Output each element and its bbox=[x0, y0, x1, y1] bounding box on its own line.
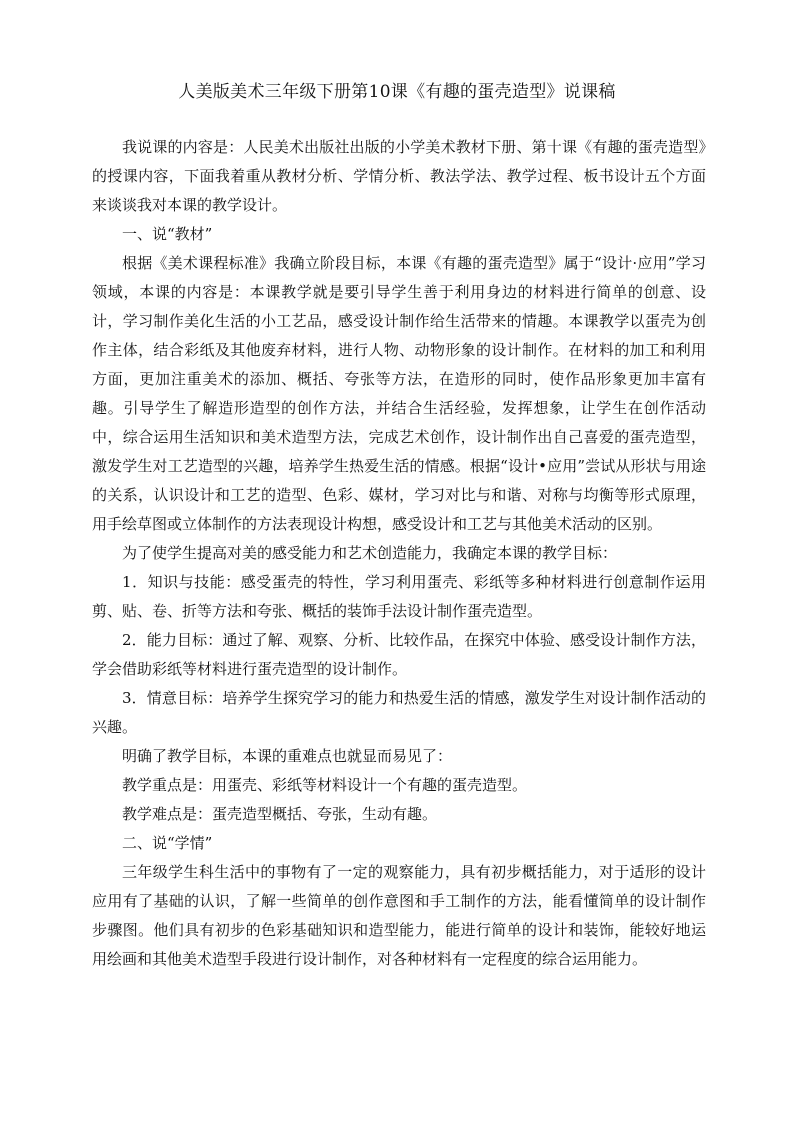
paragraph-objectives-intro: 为了使学生提高对美的感受能力和艺术创造能力，我确定本课的教学目标： bbox=[122, 544, 618, 562]
paragraph-objective-emotion: 3．情意目标：培养学生探究学习的能力和热爱生活的情感，激发学生对设计制作活动的兴趣。 bbox=[92, 689, 706, 736]
paragraph-textbook-analysis: 根据《美术课程标准》我确立阶段目标，本课《有趣的蛋壳造型》属于“设计·应用”学习领域，本课的内容是：本课教学就是要引导学生善于利用身边的材料进行简单的创意、设计，学习制作美化生活的小工艺品，感受设计制作给生活带来的情趣。本课教学以蛋壳为创作主体，结合彩纸及其他废弃材料，进行人物、动物形象的设计制作。在材料的加工和利用方面，更加注重美术的添加、概括、夸张等方法，在造形的同时，使作品形象更加丰富有趣。引导学生了解造形造型的创作方法，并结合生活经验，发挥想象，让学生在创作活动中，综合运用生活知识和美术造型方法，完成艺术创作，设计制作出自己喜爱的蛋壳造型，激发学生对工艺造型的兴趣，培养学生热爱生活的情感。根据“设计•应用”尝试从形状与用途的关系，认识设计和工艺的造型、色彩、媒材，学习对比与和谐、对称与均衡等形式原理，用手绘草图或立体制作的方法表现设计构想，感受设计和工艺与其他美术活动的区别。 bbox=[92, 254, 706, 533]
paragraph-key-points-intro: 明确了教学目标，本课的重难点也就显而易见了： bbox=[122, 747, 453, 765]
paragraph-teaching-difficulty: 教学难点是：蛋壳造型概括、夸张，生动有趣。 bbox=[122, 805, 438, 823]
paragraph-learner-analysis: 三年级学生科生活中的事物有了一定的观察能力，具有初步概括能力，对于适形的设计应用有了基础的认识，了解一些简单的创作意图和手工制作的方法，能看懂简单的设计制作步骤图。他们具有初步的色彩基础知识和造型能力，能进行简单的设计和装饰，能较好地运用绘画和其他美术造型手段进行设计制作，对各种材料有一定程度的综合运用能力。 bbox=[92, 863, 706, 968]
section-heading-textbook: 一、说“教材” bbox=[122, 225, 213, 243]
document-body bbox=[92, 133, 706, 974]
paragraph-teaching-focus: 教学重点是：用蛋壳、彩纸等材料设计一个有趣的蛋壳造型。 bbox=[122, 776, 528, 794]
section-heading-learners: 二、说“学情” bbox=[122, 834, 213, 852]
paragraph-intro: 我说课的内容是：人民美术出版社出版的小学美术教材下册、第十课《有趣的蛋壳造型》的授课内容，下面我着重从教材分析、学情分析、教法学法、教学过程、板书设计五个方面来谈谈我对本课的教学设计。 bbox=[92, 138, 706, 214]
paragraph-objective-ability: 2．能力目标：通过了解、观察、分析、比较作品，在探究中体验、感受设计制作方法，学会借助彩纸等材料进行蛋壳造型的设计制作。 bbox=[92, 631, 706, 678]
paragraph-objective-knowledge: 1．知识与技能：感受蛋壳的特性，学习利用蛋壳、彩纸等多种材料进行创意制作运用剪、贴、卷、折等方法和夸张、概括的装饰手法设计制作蛋壳造型。 bbox=[92, 573, 706, 620]
document-title: 人美版美术三年级下册第10课《有趣的蛋壳造型》说课稿 bbox=[178, 82, 616, 102]
